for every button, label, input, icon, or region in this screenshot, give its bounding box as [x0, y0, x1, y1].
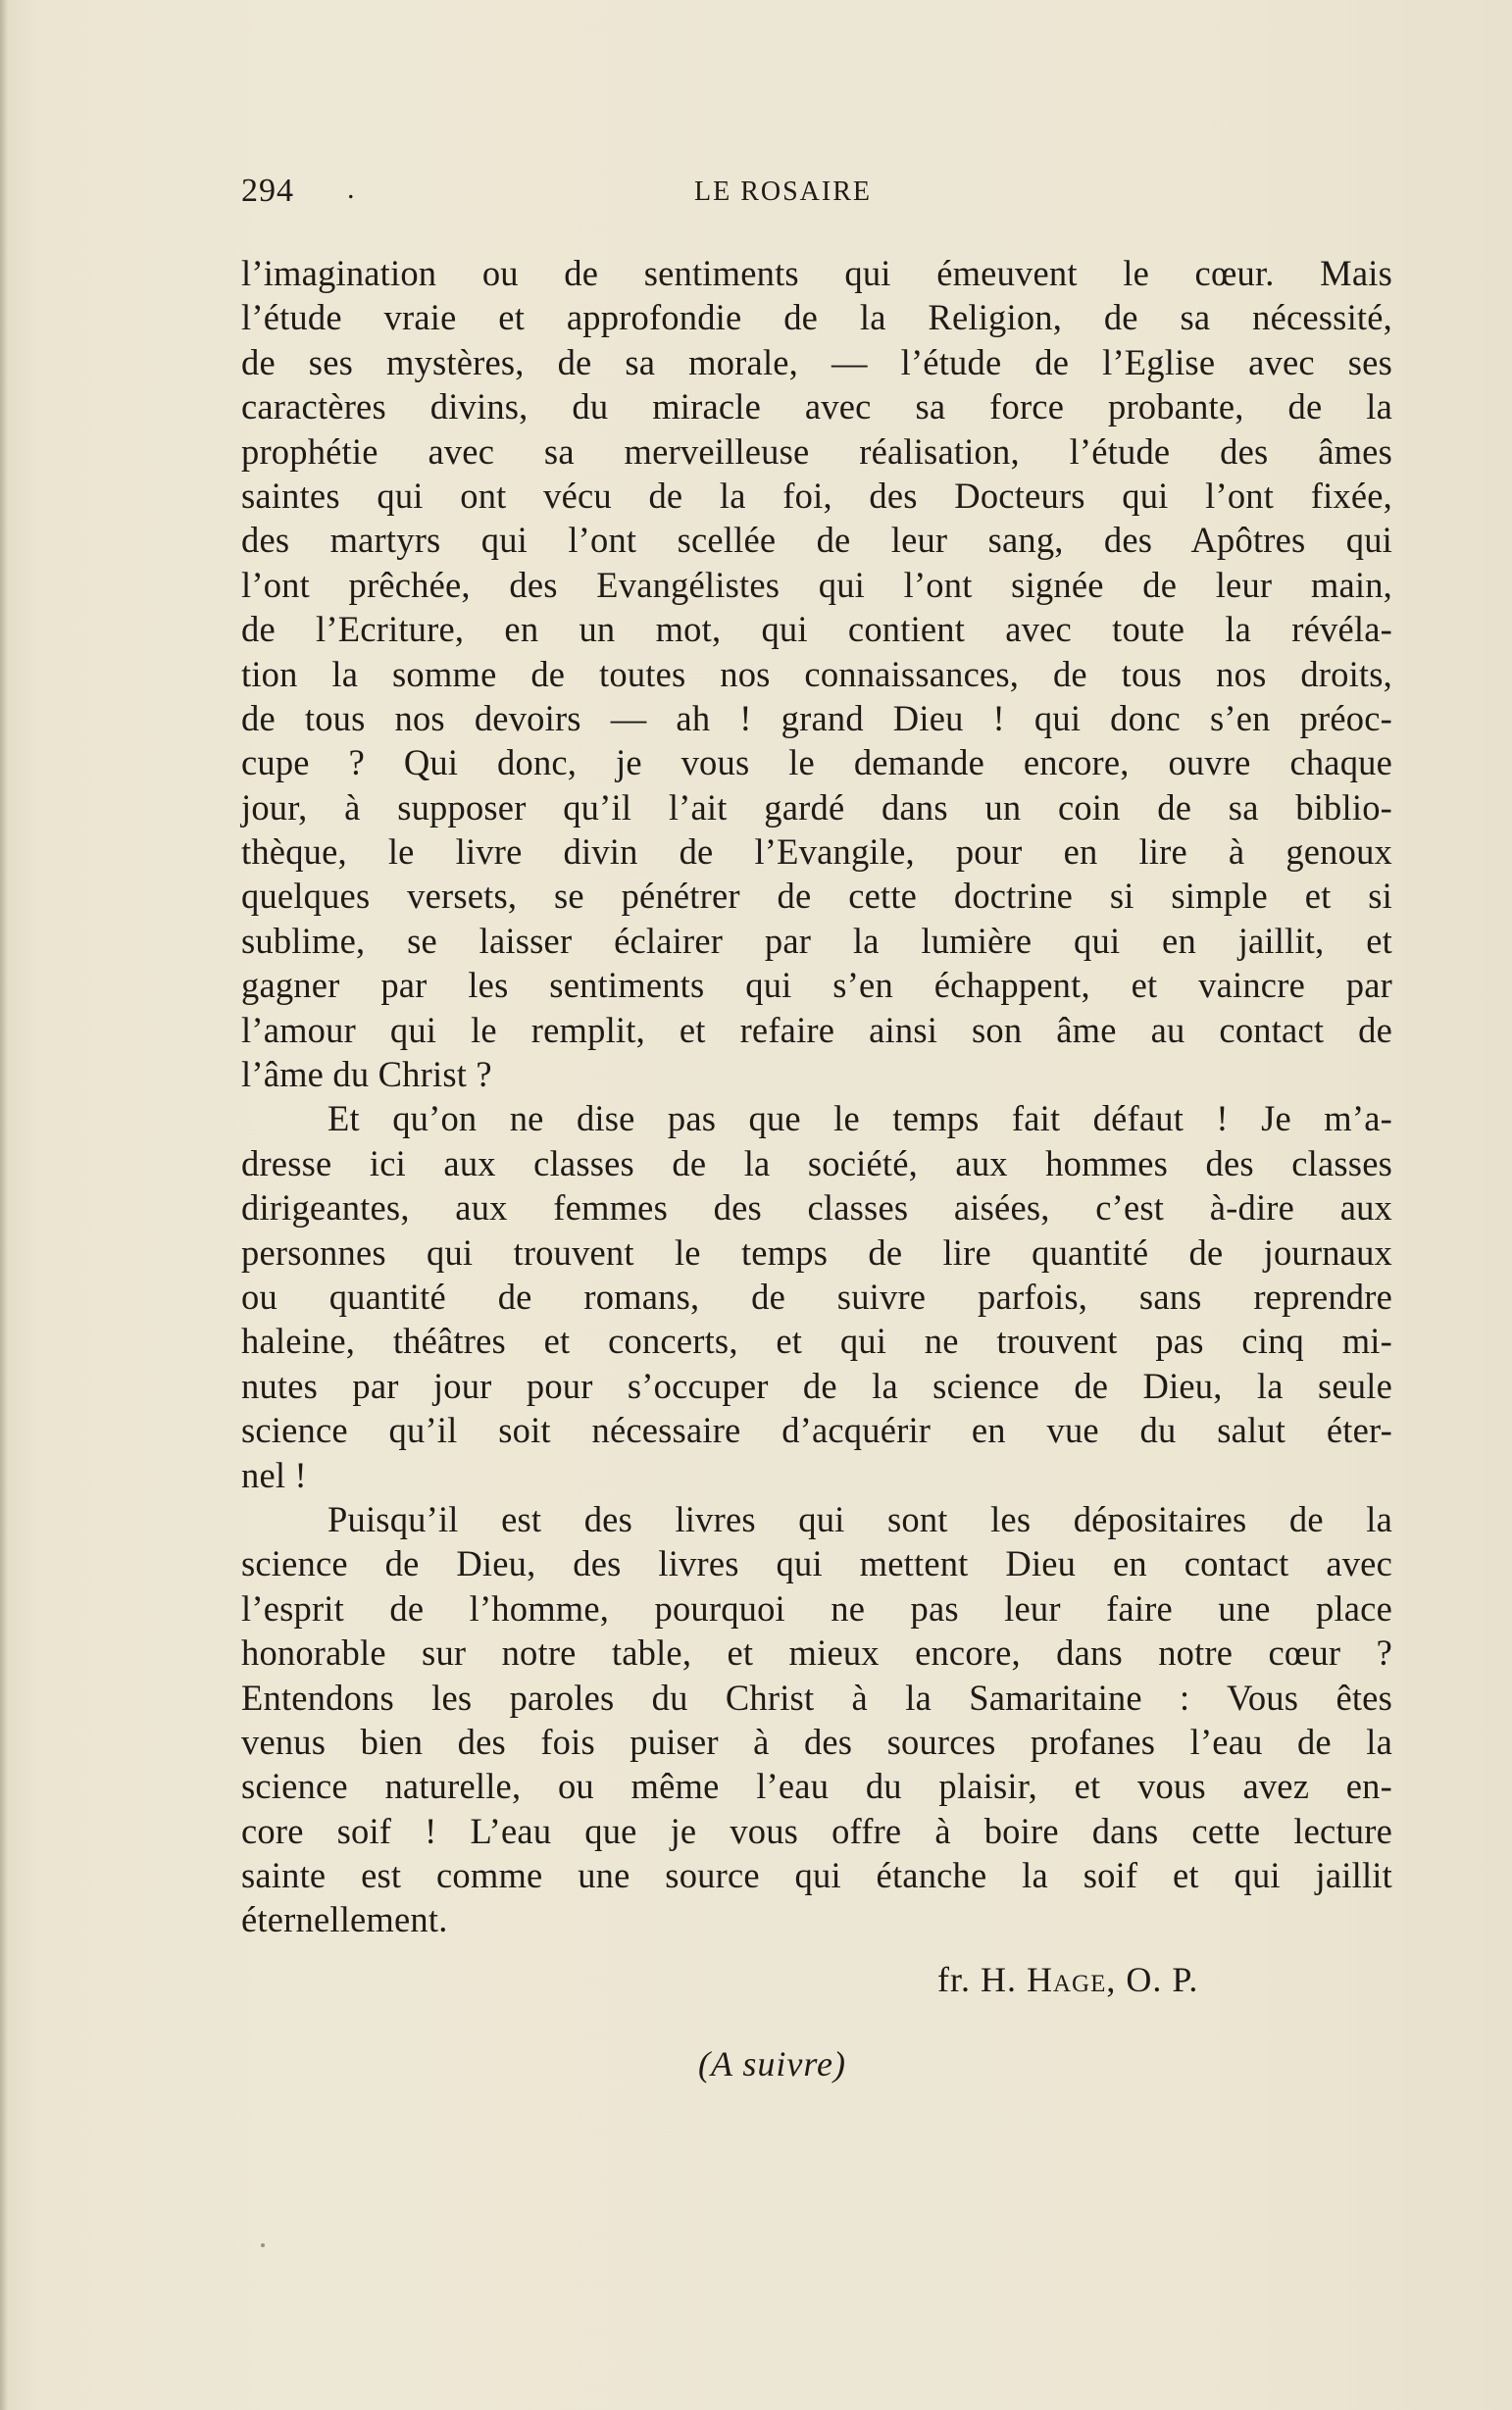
text-line: sublime, se laisser éclairer par la lumière qui en jaillit, et: [241, 920, 1392, 961]
text-line: Et qu’on ne dise pas que le temps fait défaut ! Je m’a-: [328, 1098, 1392, 1139]
author-signature: [937, 1959, 1198, 2000]
text-line: caractères divins, du miracle avec sa force probante, de la: [241, 386, 1392, 427]
text-line: core soif ! L’eau que je vous offre à boire dans cette lecture: [241, 1810, 1392, 1851]
text-line: de ses mystères, de sa morale, — l’étude de l’Eglise avec ses: [241, 341, 1392, 382]
text-line: de tous nos devoirs — ah ! grand Dieu ! qui donc s’en préoc-: [241, 697, 1392, 738]
to-be-continued: (A suivre): [698, 2044, 846, 2084]
text-line: l’ont prêchée, des Evangélistes qui l’ont signée de leur main,: [241, 564, 1392, 605]
text-line: jour, à supposer qu’il l’ait gardé dans un coin de sa biblio-: [241, 786, 1392, 828]
text-line: nutes par jour pour s’occuper de la science de Dieu, la seule: [241, 1365, 1392, 1406]
text-line: science naturelle, ou même l’eau du plaisir, et vous avez en-: [241, 1766, 1392, 1807]
text-line: nel !: [241, 1454, 307, 1495]
text-line: dirigeantes, aux femmes des classes aisées, c’est à-dire aux: [241, 1187, 1392, 1229]
text-line: dresse ici aux classes de la société, aux hommes des classes: [241, 1142, 1392, 1183]
text-line: l’imagination ou de sentiments qui émeuvent le cœur. Mais: [241, 253, 1392, 293]
signature-name: Hage: [1027, 1960, 1107, 1999]
body-text: [241, 251, 1392, 1942]
signature-prefix: fr. H.: [937, 1960, 1027, 1999]
binding-edge: [0, 0, 8, 2410]
text-line: gagner par les sentiments qui s’en échappent, et vaincre par: [241, 965, 1392, 1006]
text-line: l’esprit de l’homme, pourquoi ne pas leur faire une place: [241, 1587, 1392, 1629]
text-line: éternellement.: [241, 1899, 448, 1940]
text-line: Entendons les paroles du Christ à la Samaritaine : Vous êtes: [241, 1677, 1392, 1718]
running-title: LE ROSAIRE: [694, 176, 872, 207]
text-line: Puisqu’il est des livres qui sont les dépositaires de la: [328, 1498, 1392, 1539]
page-header: [241, 173, 1398, 212]
text-line: science qu’il soit nécessaire d’acquérir en vue du salut éter-: [241, 1410, 1392, 1451]
text-line: l’étude vraie et approfondie de la Religion, de sa nécessité,: [241, 297, 1392, 338]
text-line: l’amour qui le remplit, et refaire ainsi son âme au contact de: [241, 1009, 1392, 1050]
text-line: science de Dieu, des livres qui mettent Dieu en contact avec: [241, 1543, 1392, 1584]
text-line: l’âme du Christ ?: [241, 1054, 492, 1095]
page-number: 294: [241, 173, 294, 209]
text-line: honorable sur notre table, et mieux encore, dans notre cœur ?: [241, 1632, 1392, 1674]
text-line: tion la somme de toutes nos connaissances, de tous nos droits,: [241, 653, 1392, 694]
text-line: venus bien des fois puiser à des sources profanes l’eau de la: [241, 1721, 1392, 1762]
text-line: quelques versets, se pénétrer de cette doctrine si simple et si: [241, 876, 1392, 917]
text-line: cupe ? Qui donc, je vous le demande encore, ouvre chaque: [241, 742, 1392, 783]
text-line: saintes qui ont vécu de la foi, des Docteurs qui l’ont fixée,: [241, 475, 1392, 516]
text-line: de l’Ecriture, en un mot, qui contient avec toute la révéla-: [241, 609, 1392, 650]
paper-speck: [261, 2243, 265, 2247]
text-line: sainte est comme une source qui étanche la soif et qui jaillit: [241, 1855, 1392, 1896]
text-line: prophétie avec sa merveilleuse réalisation, l’étude des âmes: [241, 430, 1392, 472]
text-line: haleine, théâtres et concerts, et qui ne trouvent pas cinq mi-: [241, 1321, 1392, 1362]
header-dot: .: [347, 173, 355, 205]
signature-suffix: , O. P.: [1106, 1960, 1199, 1999]
text-line: thèque, le livre divin de l’Evangile, pour en lire à genoux: [241, 831, 1392, 873]
text-line: personnes qui trouvent le temps de lire quantité de journaux: [241, 1231, 1392, 1273]
text-line: des martyrs qui l’ont scellée de leur sang, des Apôtres qui: [241, 520, 1392, 561]
text-line: ou quantité de romans, de suivre parfois, sans reprendre: [241, 1276, 1392, 1317]
